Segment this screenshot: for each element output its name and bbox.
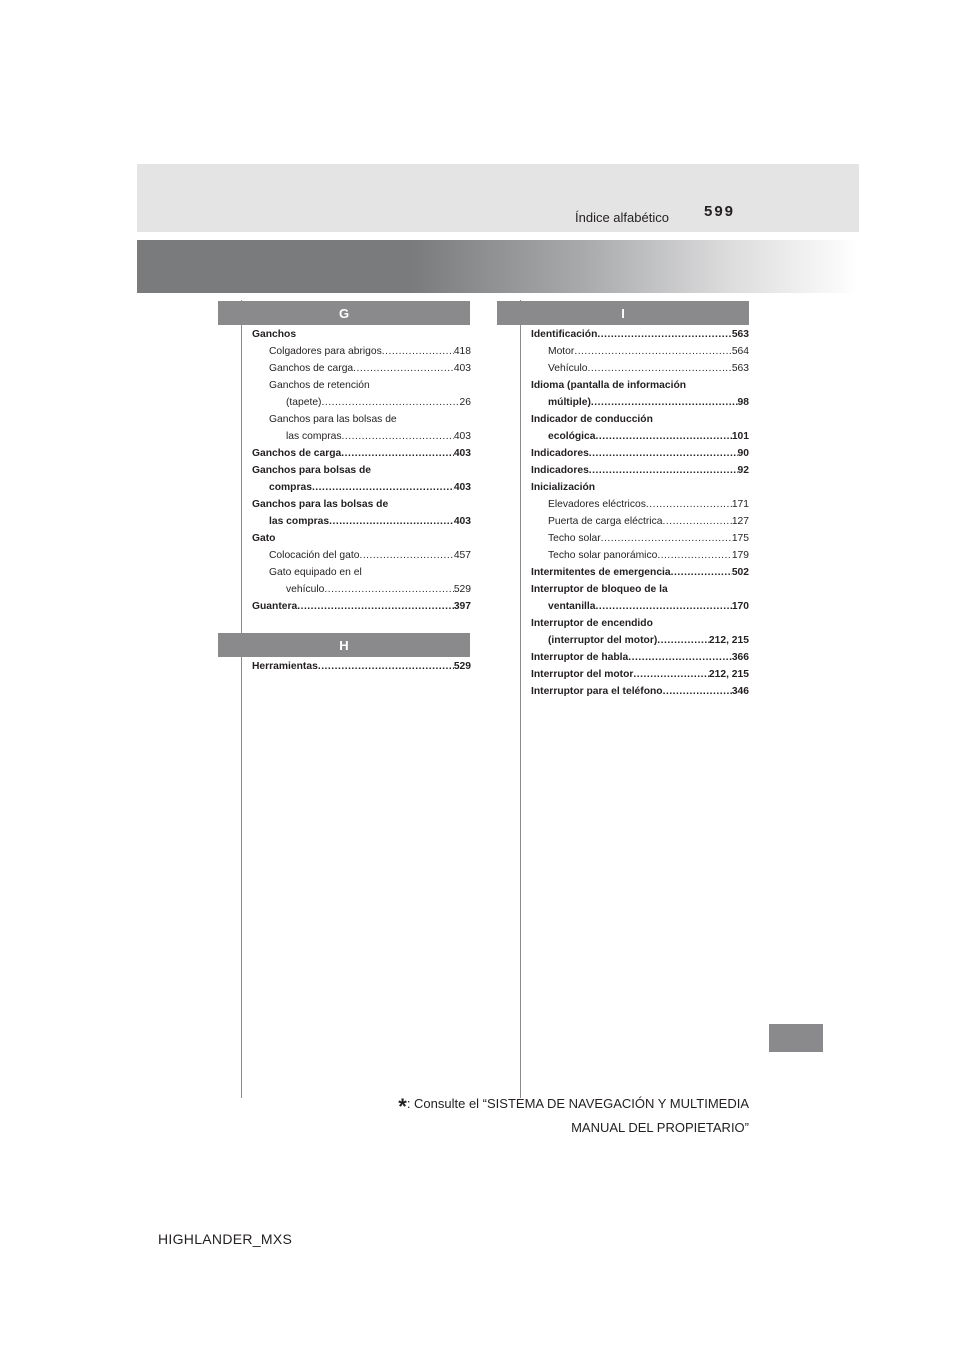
index-entries-h <box>252 658 471 675</box>
entry-text: ecológica <box>548 431 596 442</box>
entry-page-number: 90 <box>737 448 749 459</box>
dot-leader <box>657 632 709 649</box>
dot-leader <box>589 462 738 479</box>
index-entry-line <box>252 445 471 462</box>
index-entry-line <box>252 462 471 479</box>
entry-text: las compras <box>286 431 342 442</box>
dot-leader <box>597 326 731 343</box>
entry-page-number: 98 <box>737 397 749 408</box>
index-entry-line <box>531 649 749 666</box>
entry-text: Ganchos de carga <box>252 448 342 459</box>
dot-leader <box>312 479 454 496</box>
index-entry-line <box>252 547 471 564</box>
entry-page-number: 212, 215 <box>708 669 749 680</box>
index-entry-line <box>531 479 749 496</box>
index-entry-line <box>252 564 471 581</box>
header-title: Índice alfabético <box>575 210 669 225</box>
entry-text: Guantera <box>252 601 298 612</box>
dot-leader <box>628 649 732 666</box>
entry-page-number: 502 <box>731 567 749 578</box>
dot-leader <box>657 547 731 564</box>
entry-text: Ganchos para bolsas de <box>252 465 372 476</box>
entry-text: Intermitentes de emergencia <box>531 567 671 578</box>
dot-leader <box>318 658 454 675</box>
index-entry-line <box>531 394 749 411</box>
dot-leader <box>329 513 454 530</box>
entry-page-number: 563 <box>731 329 749 340</box>
entry-text: Elevadores eléctricos <box>548 499 646 510</box>
footer-model-code: HIGHLANDER_MXS <box>158 1231 293 1247</box>
section-header-i <box>497 301 749 325</box>
dot-leader <box>601 530 732 547</box>
index-entry-line <box>252 343 471 360</box>
dot-leader <box>662 513 731 530</box>
index-entry-line <box>252 513 471 530</box>
entry-page-number: 170 <box>731 601 749 612</box>
dot-leader <box>596 598 732 615</box>
entry-page-number: 397 <box>453 601 471 612</box>
dot-leader <box>382 343 454 360</box>
index-entry-line <box>252 530 471 547</box>
entry-text: Ganchos de retención <box>269 380 370 391</box>
entry-text: Interruptor de encendido <box>531 618 653 629</box>
index-entry-line <box>531 581 749 598</box>
entry-page-number: 179 <box>731 550 749 561</box>
entry-text: Colocación del gato <box>269 550 360 561</box>
index-entry-line <box>252 581 471 598</box>
page-number: 599 <box>704 203 736 220</box>
entry-text: Ganchos para las bolsas de <box>252 499 389 510</box>
entry-text: (interruptor del motor) <box>548 635 658 646</box>
side-thumb-tab <box>769 1024 823 1052</box>
dot-leader <box>671 564 732 581</box>
index-entry-line <box>531 632 749 649</box>
index-entry-line <box>531 445 749 462</box>
section-letter: G <box>338 305 350 321</box>
index-entry-line <box>531 598 749 615</box>
index-entry-line <box>531 377 749 394</box>
dot-leader <box>297 598 454 615</box>
dot-leader <box>663 683 732 700</box>
footnote-line-2: MANUAL DEL PROPIETARIO” <box>571 1120 749 1135</box>
dot-leader <box>646 496 732 513</box>
entry-page-number: 403 <box>453 431 471 442</box>
dot-leader <box>324 581 453 598</box>
index-entry-line <box>252 326 471 343</box>
index-entry-line <box>252 658 471 675</box>
index-entries-i <box>531 326 749 700</box>
header-band <box>137 164 859 232</box>
dot-leader <box>322 394 460 411</box>
entry-text: Herramientas <box>252 661 318 672</box>
entry-text: vehículo <box>286 584 325 595</box>
index-entry-line <box>531 683 749 700</box>
dot-leader <box>359 547 453 564</box>
entry-text: Idioma (pantalla de información <box>531 380 687 391</box>
dot-leader <box>588 360 732 377</box>
entry-text: Gato equipado en el <box>269 567 362 578</box>
footnote-marker: * <box>398 1094 407 1119</box>
entry-text: Indicador de conducción <box>531 414 653 425</box>
index-entry-line <box>531 462 749 479</box>
entry-page-number: 92 <box>737 465 749 476</box>
column-rule-left <box>241 300 242 1098</box>
index-entry-line <box>531 513 749 530</box>
entry-page-number: 403 <box>453 516 471 527</box>
dot-leader <box>341 445 454 462</box>
index-entry-line <box>252 394 471 411</box>
index-entry-line <box>252 411 471 428</box>
entry-page-number: 346 <box>731 686 749 697</box>
entry-text: Interruptor de bloqueo de la <box>531 584 668 595</box>
index-entries-g <box>252 326 471 615</box>
index-entry-line <box>531 326 749 343</box>
entry-page-number: 366 <box>731 652 749 663</box>
dot-leader <box>342 428 454 445</box>
dot-leader <box>574 343 731 360</box>
footnote-line-1: *: Consulte el “SISTEMA DE NAVEGACIÓN Y MULTIMEDIA <box>398 1094 749 1119</box>
column-rule-right <box>520 300 521 1098</box>
entry-text: Ganchos para las bolsas de <box>269 414 397 425</box>
entry-text: Techo solar <box>548 533 601 544</box>
index-entry-line <box>252 479 471 496</box>
dot-leader <box>591 394 738 411</box>
index-entry-line <box>252 360 471 377</box>
section-letter: H <box>339 637 349 653</box>
index-entry-line <box>531 564 749 581</box>
index-entry-line <box>531 547 749 564</box>
index-entry-line <box>531 615 749 632</box>
entry-page-number: 529 <box>453 584 471 595</box>
dot-leader <box>589 445 738 462</box>
entry-page-number: 563 <box>731 363 749 374</box>
dot-leader <box>633 666 709 683</box>
entry-text: Indicadores <box>531 465 589 476</box>
section-header-g <box>218 301 470 325</box>
index-entry-line <box>252 496 471 513</box>
entry-page-number: 101 <box>731 431 749 442</box>
index-entry-line <box>531 496 749 513</box>
dot-leader <box>353 360 454 377</box>
entry-page-number: 403 <box>453 448 471 459</box>
entry-text: Vehículo <box>548 363 588 374</box>
entry-page-number: 403 <box>453 482 471 493</box>
entry-text: Interruptor de habla <box>531 652 629 663</box>
index-entry-line <box>531 360 749 377</box>
entry-text: múltiple) <box>548 397 591 408</box>
entry-page-number: 26 <box>459 397 471 408</box>
entry-page-number: 212, 215 <box>708 635 749 646</box>
entry-page-number: 403 <box>453 363 471 374</box>
entry-text: Identificación <box>531 329 598 340</box>
entry-text: Interruptor del motor <box>531 669 634 680</box>
entry-text: Inicialización <box>531 482 596 493</box>
entry-text: Gato <box>252 533 276 544</box>
entry-text: Techo solar panorámico <box>548 550 658 561</box>
section-header-h <box>218 633 470 657</box>
entry-text: (tapete) <box>286 397 322 408</box>
index-entry-line <box>252 377 471 394</box>
decorative-gradient-band <box>137 240 859 293</box>
index-entry-line <box>531 411 749 428</box>
entry-text: Indicadores <box>531 448 589 459</box>
entry-text: Ganchos <box>252 329 297 340</box>
dot-leader <box>596 428 732 445</box>
index-entry-line <box>531 666 749 683</box>
entry-page-number: 127 <box>731 516 749 527</box>
entry-page-number: 171 <box>731 499 749 510</box>
index-entry-line <box>252 428 471 445</box>
entry-text: Interruptor para el teléfono <box>531 686 663 697</box>
entry-text: Motor <box>548 346 575 357</box>
index-entry-line <box>531 530 749 547</box>
entry-text: ventanilla <box>548 601 596 612</box>
entry-page-number: 564 <box>731 346 749 357</box>
entry-text: Colgadores para abrigos <box>269 346 382 357</box>
index-entry-line <box>531 343 749 360</box>
entry-page-number: 457 <box>453 550 471 561</box>
entry-text: Puerta de carga eléctrica <box>548 516 663 527</box>
footnote <box>398 1093 749 1138</box>
entry-page-number: 175 <box>731 533 749 544</box>
entry-page-number: 418 <box>453 346 471 357</box>
entry-page-number: 529 <box>453 661 471 672</box>
entry-text: las compras <box>269 516 330 527</box>
section-letter: I <box>621 305 625 321</box>
entry-text: compras <box>269 482 312 493</box>
index-entry-line <box>252 598 471 615</box>
index-entry-line <box>531 428 749 445</box>
entry-text: Ganchos de carga <box>269 363 354 374</box>
